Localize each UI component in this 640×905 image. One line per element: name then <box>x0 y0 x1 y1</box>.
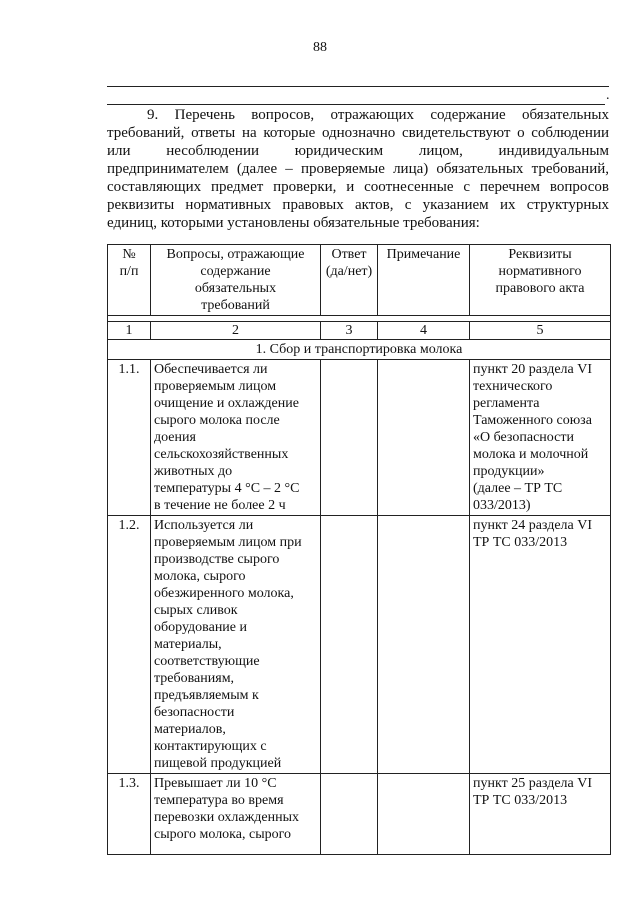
question-line: Обеспечивается ли <box>154 362 268 377</box>
intro-line: или несоблюдении юридическим лицом, индивидуальным <box>107 143 609 159</box>
question-line: перевозки охлажденных <box>154 810 300 825</box>
requisite-line: ТР ТС 033/2013 <box>473 793 568 808</box>
question-line: животных до <box>154 464 233 479</box>
row-answer[interactable] <box>321 360 378 516</box>
row-requisites <box>470 774 611 855</box>
blank-line-end: . <box>606 88 610 103</box>
requisite-line: пункт 25 раздела VI <box>473 776 593 791</box>
table-row <box>108 516 611 774</box>
row-question <box>151 360 321 516</box>
column-numbers-row <box>108 322 611 340</box>
row-note[interactable] <box>378 774 470 855</box>
question-line: контактирующих с <box>154 739 267 754</box>
question-line: Используется ли <box>154 518 254 533</box>
header-questions <box>151 245 321 316</box>
question-line: материалы, <box>154 637 222 652</box>
row-question <box>151 516 321 774</box>
question-line: материалов, <box>154 722 226 737</box>
question-line: сырых сливок <box>154 603 238 618</box>
header-text: правового акта <box>495 281 585 296</box>
question-line: производстве сырого <box>154 552 280 567</box>
question-line: Превышает ли 10 °С <box>154 776 277 791</box>
question-line: температура во время <box>154 793 284 808</box>
intro-line: составляющих предмет проверки, и соотнесенные с перечнем вопросов <box>107 179 609 195</box>
question-line: в течение не более 2 ч <box>154 498 286 513</box>
requisite-line: продукции» <box>473 464 545 479</box>
question-line: требованиям, <box>154 671 235 686</box>
intro-line: единиц, которыми установлены обязательные требования: <box>107 215 480 231</box>
question-line: оборудование и <box>154 620 248 635</box>
header-text: № <box>122 247 136 262</box>
row-number: 1.1. <box>108 360 151 516</box>
column-number: 1 <box>108 322 151 340</box>
row-number: 1.3. <box>108 774 151 855</box>
requisite-line: регламента <box>473 396 540 411</box>
header-number <box>108 245 151 316</box>
question-line: сырого молока, сырого <box>154 827 291 842</box>
section-title: 1. Сбор и транспортировка молока <box>108 340 611 360</box>
header-text: содержание <box>200 264 271 279</box>
intro-paragraph <box>107 106 609 232</box>
row-answer[interactable] <box>321 516 378 774</box>
header-text: Ответ <box>331 247 367 262</box>
question-line: соответствующие <box>154 654 260 669</box>
requisite-line: Таможенного союза <box>473 413 592 428</box>
question-line: предъявляемым к <box>154 688 259 703</box>
header-text: обязательных <box>194 281 277 296</box>
row-note[interactable] <box>378 360 470 516</box>
header-text: нормативного <box>498 264 582 279</box>
row-answer[interactable] <box>321 774 378 855</box>
question-line: доения <box>154 430 196 445</box>
intro-line: предпринимателем (далее – проверяемые лица) обязательных требований, <box>107 161 609 177</box>
question-line: молока, сырого <box>154 569 246 584</box>
blank-line <box>107 104 605 105</box>
header-text: п/п <box>119 264 139 279</box>
row-question <box>151 774 321 855</box>
header-text: Реквизиты <box>508 247 572 262</box>
header-text: Вопросы, отражающие <box>166 247 305 262</box>
question-line: проверяемым лицом <box>154 379 277 394</box>
page-number: 88 <box>313 40 327 55</box>
requisite-line: молока и молочной <box>473 447 589 462</box>
requirements-table <box>107 244 611 855</box>
header-text: (да/нет) <box>325 264 373 279</box>
requisite-line: 033/2013) <box>473 498 531 513</box>
requisite-line: (далее – ТР ТС <box>473 481 563 496</box>
column-number: 2 <box>151 322 321 340</box>
intro-line: реквизиты нормативных правовых актов, с указанием их структурных <box>107 197 609 213</box>
question-line: безопасности <box>154 705 235 720</box>
question-line: температуры 4 °С – 2 °С <box>154 481 300 496</box>
header-text: требований <box>201 298 270 313</box>
question-line: пищевой продукцией <box>154 756 282 771</box>
question-line: сельскохозяйственных <box>154 447 289 462</box>
header-requisites <box>470 245 611 316</box>
question-line: очищение и охлаждение <box>154 396 299 411</box>
row-note[interactable] <box>378 516 470 774</box>
intro-line: требований, ответы на которые однозначно свидетельствуют о соблюдении <box>107 125 609 141</box>
column-number: 4 <box>378 322 470 340</box>
requisite-line: технического <box>473 379 553 394</box>
requisite-line: ТР ТС 033/2013 <box>473 535 568 550</box>
row-requisites <box>470 360 611 516</box>
blank-line <box>107 86 609 87</box>
requisite-line: пункт 20 раздела VI <box>473 362 593 377</box>
table-header-row <box>108 245 611 316</box>
requisite-line: пункт 24 раздела VI <box>473 518 593 533</box>
requisite-line: «О безопасности <box>473 430 574 445</box>
header-answer <box>321 245 378 316</box>
intro-line: 9. Перечень вопросов, отражающих содержание обязательных <box>147 107 609 123</box>
header-note <box>378 245 470 316</box>
row-requisites <box>470 516 611 774</box>
column-number: 3 <box>321 322 378 340</box>
table-row <box>108 360 611 516</box>
header-text: Примечание <box>386 247 461 262</box>
column-number: 5 <box>470 322 611 340</box>
question-line: сырого молока после <box>154 413 280 428</box>
section-row <box>108 340 611 360</box>
question-line: проверяемым лицом при <box>154 535 302 550</box>
table-row <box>108 774 611 855</box>
row-number: 1.2. <box>108 516 151 774</box>
question-line: обезжиренного молока, <box>154 586 294 601</box>
